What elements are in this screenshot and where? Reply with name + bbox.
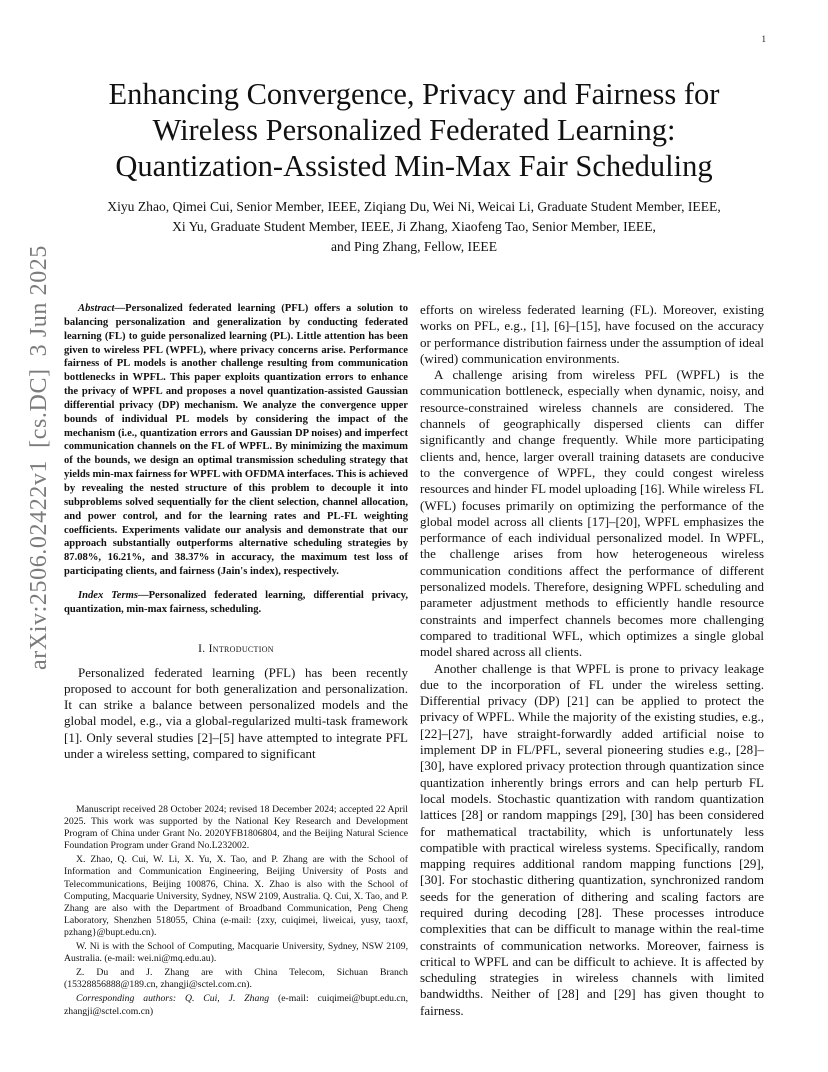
body-paragraph: A challenge arising from wireless PFL (WPFL) is the communication bottleneck, especially when dynamic, noisy, and resource-constrained wireless channels are considered. The channels of geographically dispersed clients can differ significantly and change frequently. While more participating clients and, hence, larger overall training datasets are conducive to the convergence of WPFL, they could congest wireless resources and hinder FL model uploading [16]. While wireless FL (WFL) focuses primarily on optimizing the performance of the global model across all clients [17]–[20], WPFL emphasizes the performance of each individual personalized model. In WPFL, the challenge arises from how heterogeneous wireless communication conditions affect the performance of different personalized models. Therefore, designing WPFL scheduling and parameter adjustment methods to efficiently handle resource constraints and imperfect channels becomes more challenging compared to traditional WFL, which optimizes a single global model shared across all clients.: [420, 367, 764, 660]
corresponding-authors: [64, 993, 408, 1017]
body-paragraph: Another challenge is that WPFL is prone to privacy leakage due to the incorporation of FL under the wireless setting. Differential privacy (DP) [21] can be applied to protect the privacy of WPFL. While the majority of the existing studies, e.g., [22]–[27], have straight-forwardly added artificial noise to implement DP in FL/PFL, several pioneering studies e.g., [28]–[30], have explored privacy protection through quantization since quantization inherently brings errors and can help perturb FL local models. Stochastic quantization with random quantization lattices [28] or random mappings [29], [30] has been considered for mathematical tractability, which is unfortunately less compatible with practical wireless systems. Specifically, random mapping requires additional random mapping functions [29], [30]. For stochastic dithering quantization, synchronized random seeds for the generation of dithering and scaling factors are required during decoding [28]. These processes introduce complexities that can be difficult to manage within the real-time constraints of communication networks. Moreover, fairness is critical to WPFL and can be difficult to achieve. It is affected by scheduling strategies in wireless channels with limited bandwidths. Neither of [28] and [29] has given thought to fairness.: [420, 660, 764, 1018]
author-line: and Ping Zhang, Fellow, IEEE: [331, 239, 497, 254]
arxiv-category: [cs.DC]: [25, 368, 52, 448]
intro-paragraph: Personalized federated learning (PFL) has been recently proposed to account for both generalization and personalization. It can strike a balance between personalized models and the global model, e.g., via a global-regularized multi-task framework [1]. Only several studies [2]–[5] have attempted to integrate PFL under a wireless setting, compared to significant: [64, 664, 408, 762]
footnote: X. Zhao, Q. Cui, W. Li, X. Yu, X. Tao, and P. Zhang are with the School of Information and Communication Engineering, Beijing University of Posts and Telecommunications, Beijing 100876, China. X. Zhao is also with the School of Computing, Macquarie University, Sydney, NSW 2109, Australia. Q. Cui, X. Tao, and P. Zhang are also with the Department of Broadband Communication, Peng Cheng Laboratory, Shenzhen 518055, China (e-mail: {zxy, cuiqimei, liweicai, yusy, taoxf, pzhang}@bupt.edu.cn).: [64, 854, 408, 938]
abstract: [64, 302, 408, 579]
abstract-text: —Personalized federated learning (PFL) offers a solution to balancing personalization and generalization by conducting federated learning (FL) to guide personalized learning (PL). Little attention has been given to wireless PFL (WPFL), where privacy concerns arise. Performance fairness of PL models is another challenge resulting from communication bottlenecks in WPFL. This paper exploits quantization errors to enhance the privacy of WPFL and proposes a novel quantization-assisted Gaussian differential privacy (DP) mechanism. We analyze the convergence upper bounds of individual PL models by considering the impact of the mechanism (i.e., quantization errors and Gaussian DP noises) and imperfect communication channels on the FL of WPFL. By minimizing the maximum of the bounds, we design an optimal transmission scheduling strategy that yields min-max fairness for WPFL with OFDMA interfaces. This is achieved by revealing the nested structure of this problem to decouple it into subproblems solved sequentially for the client selection, channel allocation, and power control, and for the learning rates and PL-FL weighting coefficients. Experiments validate our analysis and demonstrate that our approach substantially outperforms alternative scheduling strategies by 87.08%, 16.21%, and 38.37% in accuracy, the maximum test loss of participating clients, and fairness (Jain's index), respectively.: [64, 303, 408, 578]
footnote: Manuscript received 28 October 2024; revised 18 December 2024; accepted 22 April 2025. This work was supported by the National Key Research and Development Program of China under Grant No. 2020YFB1806804, and the Beijing Natural Science Foundation Program under Grand No.L232002.: [64, 804, 408, 852]
corresponding-text: (e-mail: cuiqimei@bupt.edu.cn, zhangji@sctel.com.cn): [64, 993, 408, 1017]
title-line: Enhancing Convergence, Privacy and Fairness for: [108, 77, 720, 111]
abstract-label: Abstract: [78, 303, 115, 314]
corresponding-label: Corresponding authors: Q. Cui, J. Zhang: [76, 993, 270, 1005]
body-paragraph: efforts on wireless federated learning (FL). Moreover, existing works on PFL, e.g., [1], [6]–[15], have focused on the accuracy or performance distribution fairness under the assumption of ideal (wired) communication environments.: [420, 302, 764, 366]
page-number: 1: [761, 34, 766, 44]
index-terms: [64, 589, 408, 617]
author-list: [60, 197, 768, 257]
section-number: I.: [198, 642, 206, 655]
section-title: Introduction: [208, 642, 274, 655]
right-column: [420, 302, 764, 1019]
footnote: Z. Du and J. Zhang are with China Telecom, Sichuan Branch (15328856888@189.cn, zhangji@sctel.com.cn).: [64, 967, 408, 991]
paper-title: [60, 76, 768, 184]
arxiv-date: 3 Jun 2025: [25, 245, 52, 357]
arxiv-identifier: [22, 245, 56, 670]
title-line: Wireless Personalized Federated Learning:: [152, 113, 676, 147]
index-terms-label: Index Terms: [78, 589, 138, 601]
title-line: Quantization-Assisted Min-Max Fair Scheduling: [115, 149, 713, 183]
footnote: W. Ni is with the School of Computing, Macquarie University, Sydney, NSW 2109, Australia. (e-mail: wei.ni@mq.edu.au).: [64, 941, 408, 965]
author-line: Xiyu Zhao, Qimei Cui, Senior Member, IEEE, Ziqiang Du, Wei Ni, Weicai Li, Graduate Student Member, IEEE,: [107, 199, 721, 214]
left-column: [64, 302, 408, 762]
arxiv-id: arXiv:2506.02422v1: [25, 459, 52, 670]
section-heading: [64, 643, 408, 655]
index-terms-text: —Personalized federated learning, differential privacy, quantization, min-max fairness, scheduling.: [64, 589, 408, 615]
footnotes: [64, 804, 408, 1020]
author-line: Xi Yu, Graduate Student Member, IEEE, Ji Zhang, Xiaofeng Tao, Senior Member, IEEE,: [172, 219, 656, 234]
